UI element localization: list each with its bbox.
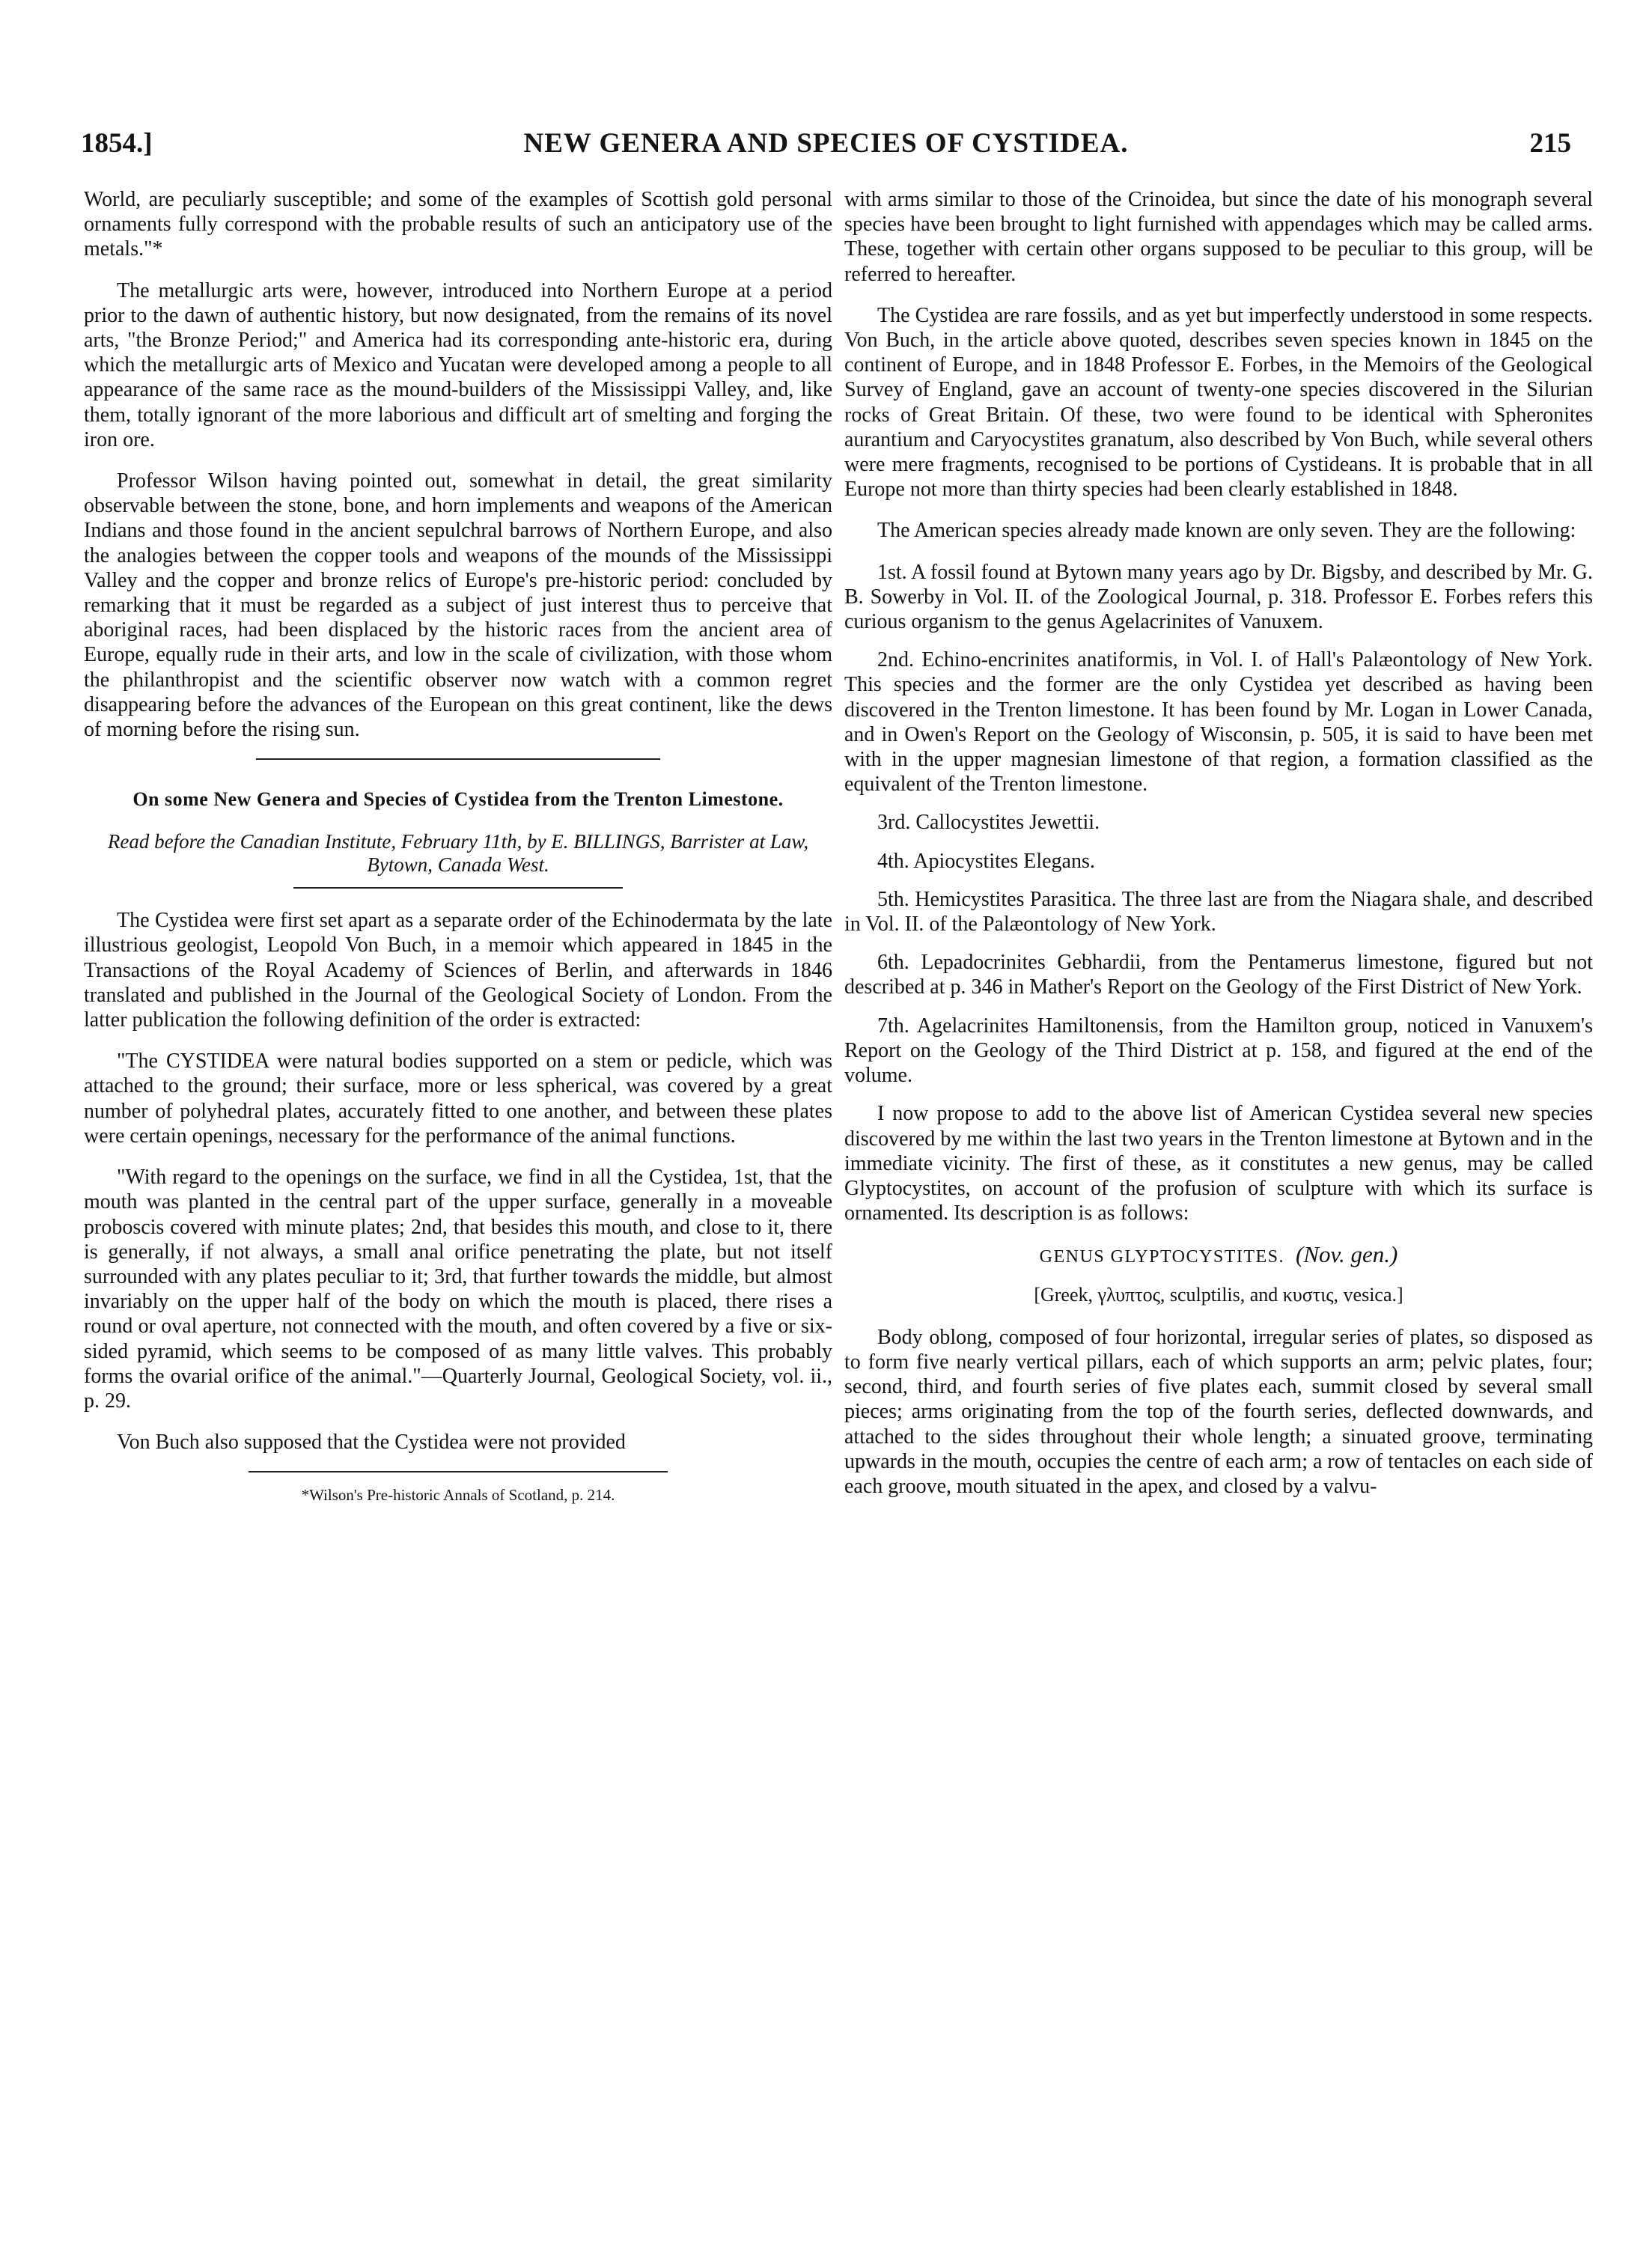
species-list-item: 7th. Agelacrinites Hamiltonensis, from the Hamilton group, noticed in Vanuxem's Report on the Geology of the Third District at p. 158, and figured at the end of the volume. (844, 1014, 1593, 1088)
paragraph: with arms similar to those of the Crinoidea, but since the date of his monograph several species have been brought to light furnished with appendages which may be called arms. These, together with certain other organs supposed to be peculiar to this group, will be referred to hereafter. (844, 188, 1593, 286)
header-year: 1854.] (81, 128, 153, 159)
article-heading: On some New Genera and Species of Cystidea from the Trenton Limestone. (132, 788, 784, 811)
paragraph: Professor Wilson having pointed out, somewhat in detail, the great similarity observable between the stone, bone, and horn implements and weapons of the American Indians and those found in the ancient sepulchral barrows of Northern Europe, and also the analogies between the copper tools and weapons of the mounds of the Mississippi Valley and the copper and bronze relics of Europe's pre-historic period: concluded by remarking that it must be regarded as a subject of just interest thus to perceive that aboriginal races, had been displaced by the historic races from the ancient area of Europe, equally rude in their arts, and low in the scale of civilization, with those whom the philanthropist and the scientific observer now watch with a common regret disappearing before the advances of the European on this great continent, like the dews of morning before the rising sun. (84, 469, 832, 742)
species-list-item: 6th. Lepadocrinites Gebhardii, from the Pentamerus limestone, figured but not described at p. 346 in Mather's Report on the Geology of the First District of New York. (844, 951, 1593, 999)
species-list-item: 4th. Apiocystites Elegans. (877, 849, 1095, 873)
species-list-item: 3rd. Callocystites Jewettii. (877, 811, 1100, 835)
paragraph: World, are peculiarly susceptible; and some of the examples of Scottish gold personal ornaments fully correspond with the probable results of such an anticipatory use of the metals."* (84, 188, 832, 261)
page-header (81, 127, 1571, 172)
quote-paragraph: "With regard to the openings on the surface, we find in all the Cystidea, 1st, that the mouth was planted in the central part of the upper surface, generally in a moveable proboscis covered with minute plates; 2nd, that besides this mouth, and close to it, there is generally, if not always, a small anal orifice penetrating the plate, but not itself surrounded with any plates peculiar to it; 3rd, that further towards the middle, but almost invariably on the upper half of the body on which the mouth is placed, there rises a round or oval aperture, not connected with the mouth, and often covered by a five or six-sided pyramid, which seems to be composed of as many little valves. This probably forms the ovarial orifice of the animal."—Quarterly Journal, Geological Society, vol. ii., p. 29. (84, 1166, 832, 1413)
paragraph: The Cystidea are rare fossils, and as yet but imperfectly understood in some respects. Von Buch, in the article above quoted, describes seven species known in 1845 on the continent of Europe, and in 1848 Professor E. Forbes, in the Memoirs of the Geological Survey of England, gave an account of twenty-one species discovered in the Silurian rocks of Great Britain. Of these, two were found to be identical with Spheronites aurantium and Caryocystites granatum, also described by Von Buch, while several others were mere fragments, recognised to be portions of Cystideans. It is probable that in all Europe not more than thirty species had been clearly established in 1848. (844, 303, 1593, 502)
footnote-divider (249, 1471, 668, 1472)
quote-paragraph: "The CYSTIDEA were natural bodies supported on a stem or pedicle, which was attached to the ground; their surface, more or less spherical, was covered by a great number of polyhedral plates, accurately fitted to one another, and between these plates were certain openings, necessary for the performance of the animal functions. (84, 1050, 832, 1148)
genus-note: (Nov. gen.) (1296, 1241, 1398, 1268)
etymology-line: [Greek, γλυπτος, sculptilis, and κυστις, vesica.] (1034, 1283, 1403, 1306)
paragraph: Von Buch also supposed that the Cystidea were not provided (117, 1431, 626, 1455)
paragraph: The Cystidea were first set apart as a separate order of the Echinodermata by the late illustrious geologist, Leopold Von Buch, in a memoir which appeared in 1845 in the Transactions of the Royal Academy of Sciences of Berlin, and afterwards in 1846 translated and published in the Journal of the Geological Society of London. From the latter publication the following definition of the order is extracted: (84, 909, 832, 1032)
running-title: NEW GENERA AND SPECIES OF CYSTIDEA. (523, 128, 1129, 159)
genus-heading (844, 1242, 1593, 1270)
page-number: 215 (1529, 128, 1571, 159)
section-divider (256, 758, 660, 760)
genus-label: GENUS GLYPTOCYSTITES. (1039, 1247, 1285, 1267)
right-column (844, 187, 1593, 1515)
footnote: *Wilson's Pre-historic Annals of Scotland, p. 214. (301, 1486, 615, 1505)
paragraph: The American species already made known are only seven. They are the following: (877, 519, 1576, 543)
species-list-item: 2nd. Echino-encrinites anatiformis, in Vol. I. of Hall's Palæontology of New York. This species and the former are the only Cystidea yet described as having been discovered in the Trenton limestone. It has been found by Mr. Logan in Lower Canada, and in Owen's Report on the Geology of Wisconsin, p. 505, it is said to have been met with in the upper magnesian limestone of that region, a formation classified as the equivalent of the Trenton limestone. (844, 648, 1593, 797)
byline-divider (293, 887, 623, 889)
species-list-item: 1st. A fossil found at Bytown many years ago by Dr. Bigsby, and described by Mr. G. B. Sowerby in Vol. II. of the Zoological Journal, p. 318. Professor E. Forbes refers this curious organism to the genus Agelacrinites of Vanuxem. (844, 560, 1593, 634)
left-column (84, 187, 832, 1508)
paragraph: The metallurgic arts were, however, introduced into Northern Europe at a period prior to the dawn of authentic history, but now designated, from the remains of its novel arts, "the Bronze Period;" and America had its corresponding ante-historic era, during which the metallurgic arts of Mexico and Yucatan were developed among a people to all appearance of the same race as the mound-builders of the Mississippi Valley, and, like them, totally ignorant of the more laborious and difficult art of smelting and forging the iron ore. (84, 278, 832, 451)
species-list-item: 5th. Hemicystites Parasitica. The three last are from the Niagara shale, and described in Vol. II. of the Palæontology of New York. (844, 887, 1593, 936)
paragraph: Body oblong, composed of four horizontal, irregular series of plates, so disposed as to form five nearly vertical pillars, each of which supports an arm; pelvic plates, four; second, third, and fourth series of five plates each, summit closed by several small pieces; arms originating from the top of the fourth series, deflected downwards, and attached to the sides throughout their whole length; a sinuated groove, terminating upwards in the mouth, occupies the centre of each arm; a row of tentacles on each side of each groove, mouth situated in the apex, and closed by a valvu- (844, 1325, 1593, 1498)
paragraph: I now propose to add to the above list of American Cystidea several new species discovered by me within the last two years in the Trenton limestone at Bytown and in the immediate vicinity. The first of these, as it constitutes a new genus, may be called Glyptocystites, on account of the profusion of sculpture with which its surface is ornamented. Its description is as follows: (844, 1102, 1593, 1225)
article-byline: Read before the Canadian Institute, February 11th, by E. BILLINGS, Barrister at Law, Bytown, Canada West. (107, 830, 809, 877)
